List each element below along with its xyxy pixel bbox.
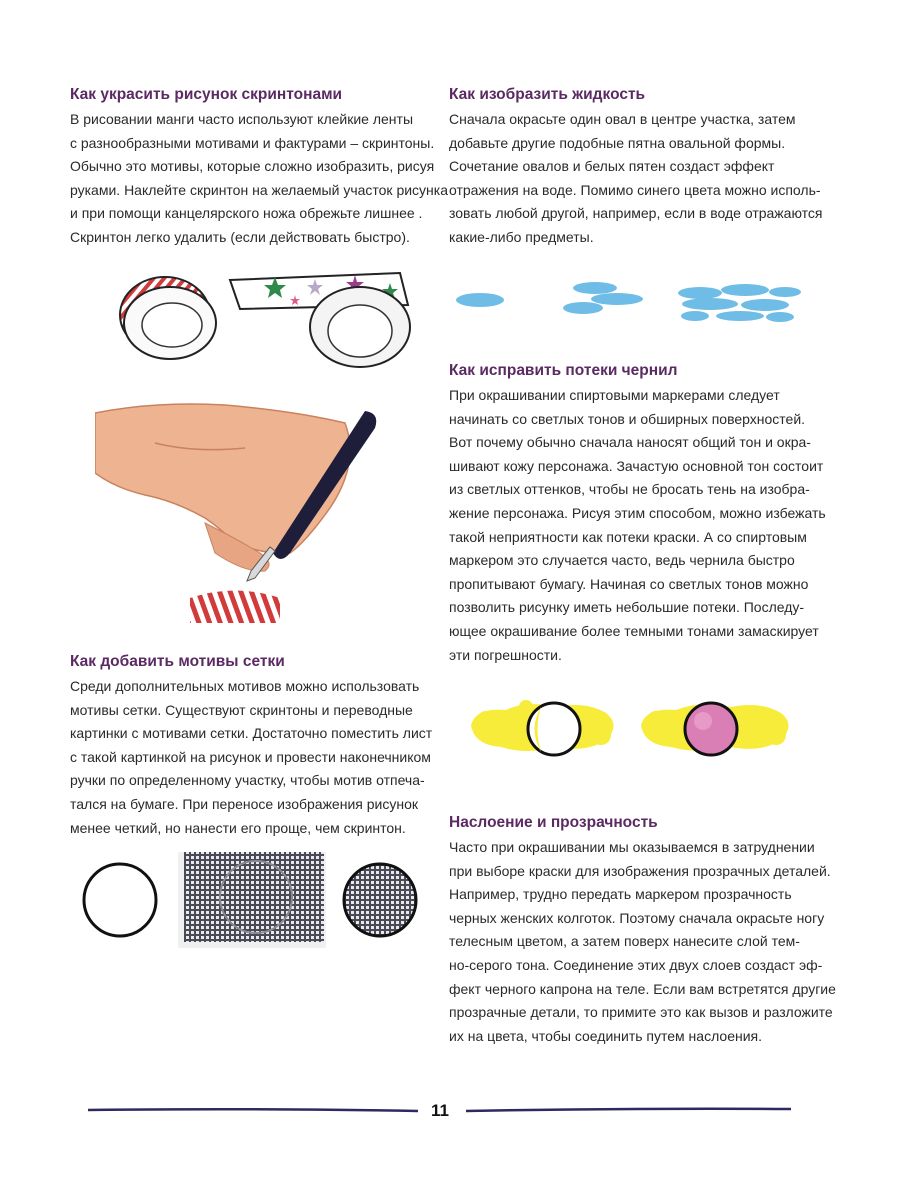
paragraph-screentones [70,108,448,250]
heading-streaks: Как исправить потеки чернил [449,362,678,379]
text-line: при выборе краски для изображения прозрачных деталей. [449,862,831,879]
page-number: 11 [431,1101,449,1120]
text-line: их на цвета, чтобы соединить путем наслоения. [449,1027,762,1044]
text-line: ручки по определенному участку, чтобы мотив отпеча- [70,772,425,789]
paragraph-streaks [449,384,826,667]
text-line: Среди дополнительных мотивов можно использовать [70,678,420,694]
text-line: отражения на воде. Помимо синего цвета можно исполь- [449,181,821,198]
text-line: жение персонажа. Рисуя этим способом, можно избежать [449,504,826,521]
text-line: зовать любой другой, например, если в воде отражаются [449,205,823,222]
text-line: При окрашивании спиртовыми маркерами следует [449,387,780,403]
footer-rule-left [88,1105,418,1115]
text-line: и при помощи канцелярского ножа обрежьте лишнее . [70,205,423,222]
text-line: мотивы сетки. Существуют скринтоны и переводные [70,701,413,718]
text-line: с такой картинкой на рисунок и провести наконечником [70,748,431,765]
text-line: из светлых оттенков, чтобы не бросать тень на изобра- [449,481,810,498]
text-line: фект черного капрона на теле. Если вам встретятся другие [449,980,836,997]
heading-screentones: Как украсить рисунок скринтонами [70,86,343,103]
ink-streak-illustration [466,695,806,765]
paragraph-layering [449,836,836,1048]
text-line: но-серого тона. Соединение этих двух слоев создаст эф- [449,956,823,973]
hand-marker-illustration [95,403,395,623]
text-line: Вот почему обычно сначала наносят общий тон и окра- [449,434,811,451]
grid-motif-illustration [80,850,420,955]
text-line: начинать со светлых тонов и обширных поверхностей. [449,410,806,427]
text-line: ющее окрашивание более темными тонами замаскирует [449,622,819,639]
text-line: менее четкий, но нанести его проще, чем скринтон. [70,819,406,836]
text-line: Скринтон легко удалить (если действовать быстро). [70,228,410,245]
paragraph-grid [70,675,432,840]
text-line: В рисовании манги часто используют клейкие ленты [70,111,414,127]
liquid-ovals-illustration [455,280,805,330]
paragraph-liquid [449,108,823,250]
text-line: телесным цветом, а затем поверх нанесите слой тем- [449,933,800,950]
tape-rolls-illustration [110,265,430,375]
text-line: Например, трудно передать маркером прозрачность [449,886,792,903]
footer-rule-right [466,1105,791,1115]
text-line: Сочетание овалов и белых пятен создаст эффект [449,158,775,175]
heading-liquid: Как изобразить жидкость [449,86,646,103]
text-line: маркером это случается часто, ведь чернила быстро [449,552,795,569]
text-line: Обычно это мотивы, которые сложно изобразить, рисуя [70,158,435,175]
text-line: Сначала окрасьте один овал в центре участка, затем [449,111,796,127]
text-line: такой неприятности как потеки краски. А со спиртовым [449,528,807,545]
text-line: какие-либо предметы. [449,228,594,245]
text-line: пропитывают бумагу. Начиная со светлых тонов можно [449,575,809,592]
text-line: шивают кожу персонажа. Зачастую основной тон состоит [449,457,824,474]
text-line: добавьте другие подобные пятна овальной формы. [449,134,786,151]
text-line: прозрачные детали, то примите это как вызов и разложите [449,1004,833,1021]
heading-layering: Наслоение и прозрачность [449,814,658,831]
text-line: картинки с мотивами сетки. Достаточно поместить лист [70,725,433,742]
text-line: эти погрешности. [449,646,562,663]
text-line: позволить рисунку иметь небольшие потеки. Последу- [449,599,805,616]
text-line: с разнообразными мотивами и фактурами – скринтоны. [70,134,435,151]
text-line: черных женских колготок. Поэтому сначала окрасьте ногу [449,909,825,926]
heading-grid: Как добавить мотивы сетки [70,653,285,670]
text-line: Часто при окрашивании мы оказываемся в затруднении [449,839,815,855]
text-line: руками. Наклейте скринтон на желаемый участок рисунка [70,181,449,198]
text-line: тался на бумаге. При переносе изображения рисунок [70,795,418,812]
